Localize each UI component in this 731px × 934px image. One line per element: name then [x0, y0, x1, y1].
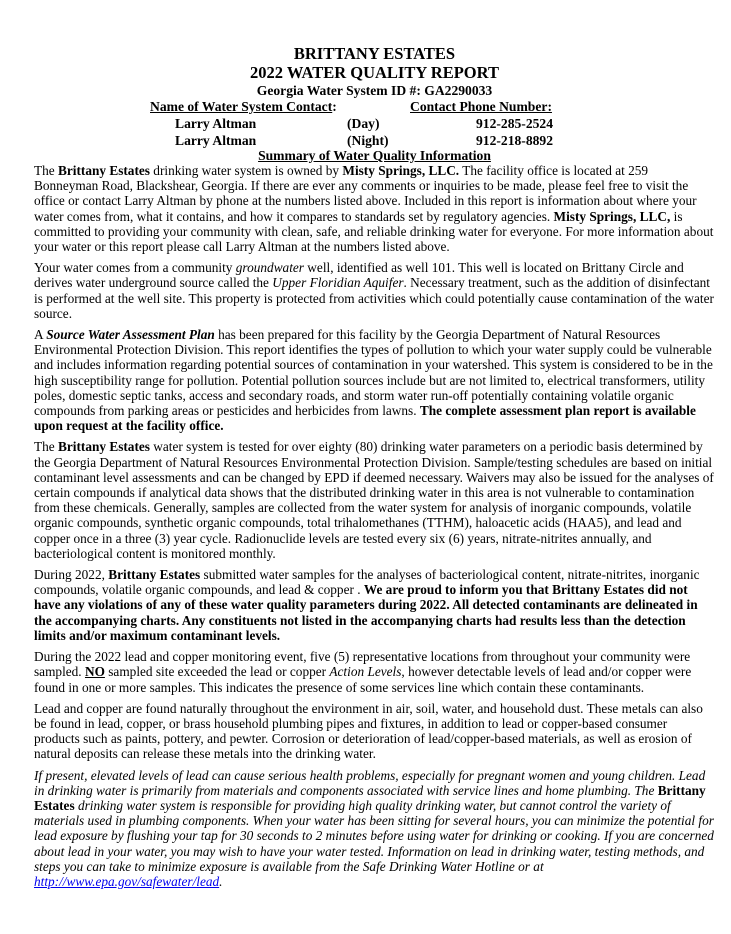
- text-run: The: [34, 439, 58, 455]
- report-subtitle: 2022 WATER QUALITY REPORT: [250, 63, 499, 82]
- text-run: well, identified as well 101. This well is located on Brittany Circle and derives water underground source called the: [34, 260, 684, 291]
- text-run: , however detectable levels of lead and/or copper were found in one or more samples. This indicates the presence of some services line which contain these contaminants.: [34, 664, 692, 695]
- text-run: Your water comes from a community: [34, 260, 236, 276]
- contact-name: Larry Altman: [175, 133, 257, 148]
- text-run: is committed to providing your community with clean, safe, and reliable drinking water for everyone. For more information about your water or this report please call Larry Altman at the numbers listed above.: [34, 208, 714, 255]
- text-run-italic: Upper Floridian Aquifer: [272, 275, 404, 291]
- text-run-bold: Brittany Estates: [108, 567, 201, 583]
- text-run-italic: groundwater: [235, 260, 304, 276]
- paragraph-testing: [34, 439, 715, 561]
- text-run-italic: Action Levels: [329, 664, 402, 680]
- text-run: . Necessary treatment, such as the addition of disinfectant is performed at the well site. This property is protected from activities which could potentially cause contamination of the water source.: [34, 275, 714, 321]
- text-run: submitted water samples for the analyses of bacteriological content, nitrate-nitrites, inorganic compounds, volatile organic compounds, and lead & copper .: [34, 567, 700, 598]
- paragraph-assessment-plan: [34, 327, 715, 433]
- contact-name: Larry Altman: [175, 116, 257, 131]
- summary-heading: Summary of Water Quality Information: [258, 148, 491, 163]
- text-run: The: [34, 163, 58, 178]
- contact-phone-header: Contact Phone Number:: [410, 99, 552, 114]
- text-run-bold: We are proud to inform you that Brittany Estates did not have any violations of any of these water quality parameters during 2022. All detected contaminants are delineated in the accompanying charts. Any constituents not listed in the accompanying charts had results less than the detection limits and/or maximum contaminant levels.: [34, 582, 698, 643]
- text-run: A: [34, 327, 47, 343]
- paragraph-2022-results: [34, 567, 715, 643]
- text-run-bold-underline: NO: [84, 664, 105, 680]
- contact-row: [34, 133, 715, 150]
- contact-phone: 912-218-8892: [476, 133, 554, 148]
- contact-time: (Day): [347, 116, 380, 131]
- epa-lead-link[interactable]: http://www.epa.gov/safewater/lead: [34, 873, 220, 889]
- text-run: sampled site exceeded the lead or copper: [104, 664, 330, 680]
- paragraph-lead-health: [34, 768, 715, 890]
- paragraph-lead-copper-sources: [34, 701, 715, 762]
- text-run-italic: drinking water system is responsible for providing high quality drinking water, but cannot control the variety of materials used in plumbing components. When your water has been sitting for several hours, you can minimize the potential for lead exposure by flushing your tap for 30 seconds to 2 minutes before using water for drinking or cooking. If you are concerned about lead in your water, you may wish to have your water tested. Information on lead in drinking water, testing methods, and steps you can take to minimize exposure is available from the Safe Drinking Water Hotline or at: [34, 797, 714, 874]
- text-run: The facility office is located at 259 Bonneyman Road, Blackshear, Georgia. If there are ever any comments or inquiries to be made, please feel free to visit the office or contact Larry Altman by phone at the numbers listed above. Included in this report is information about where your water comes from, what it contains, and how it compares to standards set by regulatory agencies.: [34, 163, 697, 224]
- contact-name-header-text: Name of Water System Contact: [150, 99, 333, 114]
- contact-table: [34, 99, 715, 149]
- report-header: [34, 44, 715, 99]
- text-run: water system is tested for over eighty (80) drinking water parameters on a periodic basis determined by the Georgia Department of Natural Resources Environmental Protection Division. Sample/testing schedules are based on initial contaminant level assessments and can be changed by EPD if deemed necessary. Waivers may also be issued for the analyses of certain compounds if analytical data shows that the distributed drinking water in this area is not vulnerable to contamination from these chemicals. Generally, samples are collected from the water system for analysis of inorganic compounds, volatile organic compounds, synthetic organic compounds, total trihalomethanes (TTHM), haloacetic acids (HAA5), and lead and copper once in a three (3) year cycle. Radionuclide levels are tested every six (6) years, nitrate-nitrites annually, and bacteriological content is monitored monthly.: [34, 439, 714, 561]
- text-run-bold: Misty Springs, LLC,: [553, 208, 671, 224]
- text-run: drinking water system is owned by: [149, 163, 343, 178]
- contact-phone: 912-285-2524: [476, 116, 554, 131]
- text-run-italic: If present, elevated levels of lead can cause serious health problems, especially for pregnant women and young children. Lead in drinking water is primarily from materials and components associated with service lines and home plumbing. The: [34, 767, 706, 798]
- text-run-bold: The complete assessment plan report is available upon request at the facility office.: [34, 403, 696, 434]
- contact-row: [34, 116, 715, 133]
- text-run-bold: Brittany Estates: [58, 439, 150, 455]
- text-run: Lead and copper are found naturally throughout the environment in air, soil, water, and household dust. These metals can also be found in lead, copper, or brass household plumbing pipes and fixtures, in addition to lead or copper-based consumer products such as paints, pottery, and pewter. Corrosion or deterioration of lead/copper-based materials, as well as erosion of natural deposits can release these metals into the drinking water.: [34, 700, 703, 762]
- text-run: has been prepared for this facility by the Georgia Department of Natural Resources Environmental Protection Division. This report identifies the types of pollution to which your water supply could be vulnerable and includes information regarding potential sources of contamination in your watershed. This system is considered to be in the high susceptibility range for pollution. Potential pollution sources include but are not limited to, electrical transformers, utility poles, domestic septic tanks, access and secondary roads, and storm water run-off potentially containing volatile organic compounds from parking areas or pesticides and herbicides from lawns.: [34, 327, 713, 419]
- contact-name-header: [150, 99, 337, 116]
- text-run-bold-italic: Source Water Assessment Plan: [46, 327, 215, 343]
- text-run-italic: .: [219, 873, 223, 889]
- paragraph-ownership: [34, 163, 715, 254]
- text-run: During the 2022 lead and copper monitoring event, five (5) representative locations from throughout your community were sampled.: [34, 649, 691, 680]
- system-id: Georgia Water System ID #: GA2290033: [256, 83, 493, 98]
- contact-time: (Night): [347, 133, 389, 148]
- contact-header-row: [34, 99, 715, 116]
- text-run-bold: Brittany Estates: [58, 163, 150, 178]
- paragraph-water-source: [34, 260, 715, 321]
- text-run-bold: Misty Springs, LLC.: [342, 163, 460, 178]
- text-run-bold: Brittany Estates: [34, 782, 706, 813]
- text-run: During 2022,: [34, 567, 109, 583]
- contact-name-header-colon: :: [332, 99, 337, 114]
- paragraph-lead-copper-monitoring: [34, 649, 715, 695]
- report-title: BRITTANY ESTATES: [293, 44, 456, 63]
